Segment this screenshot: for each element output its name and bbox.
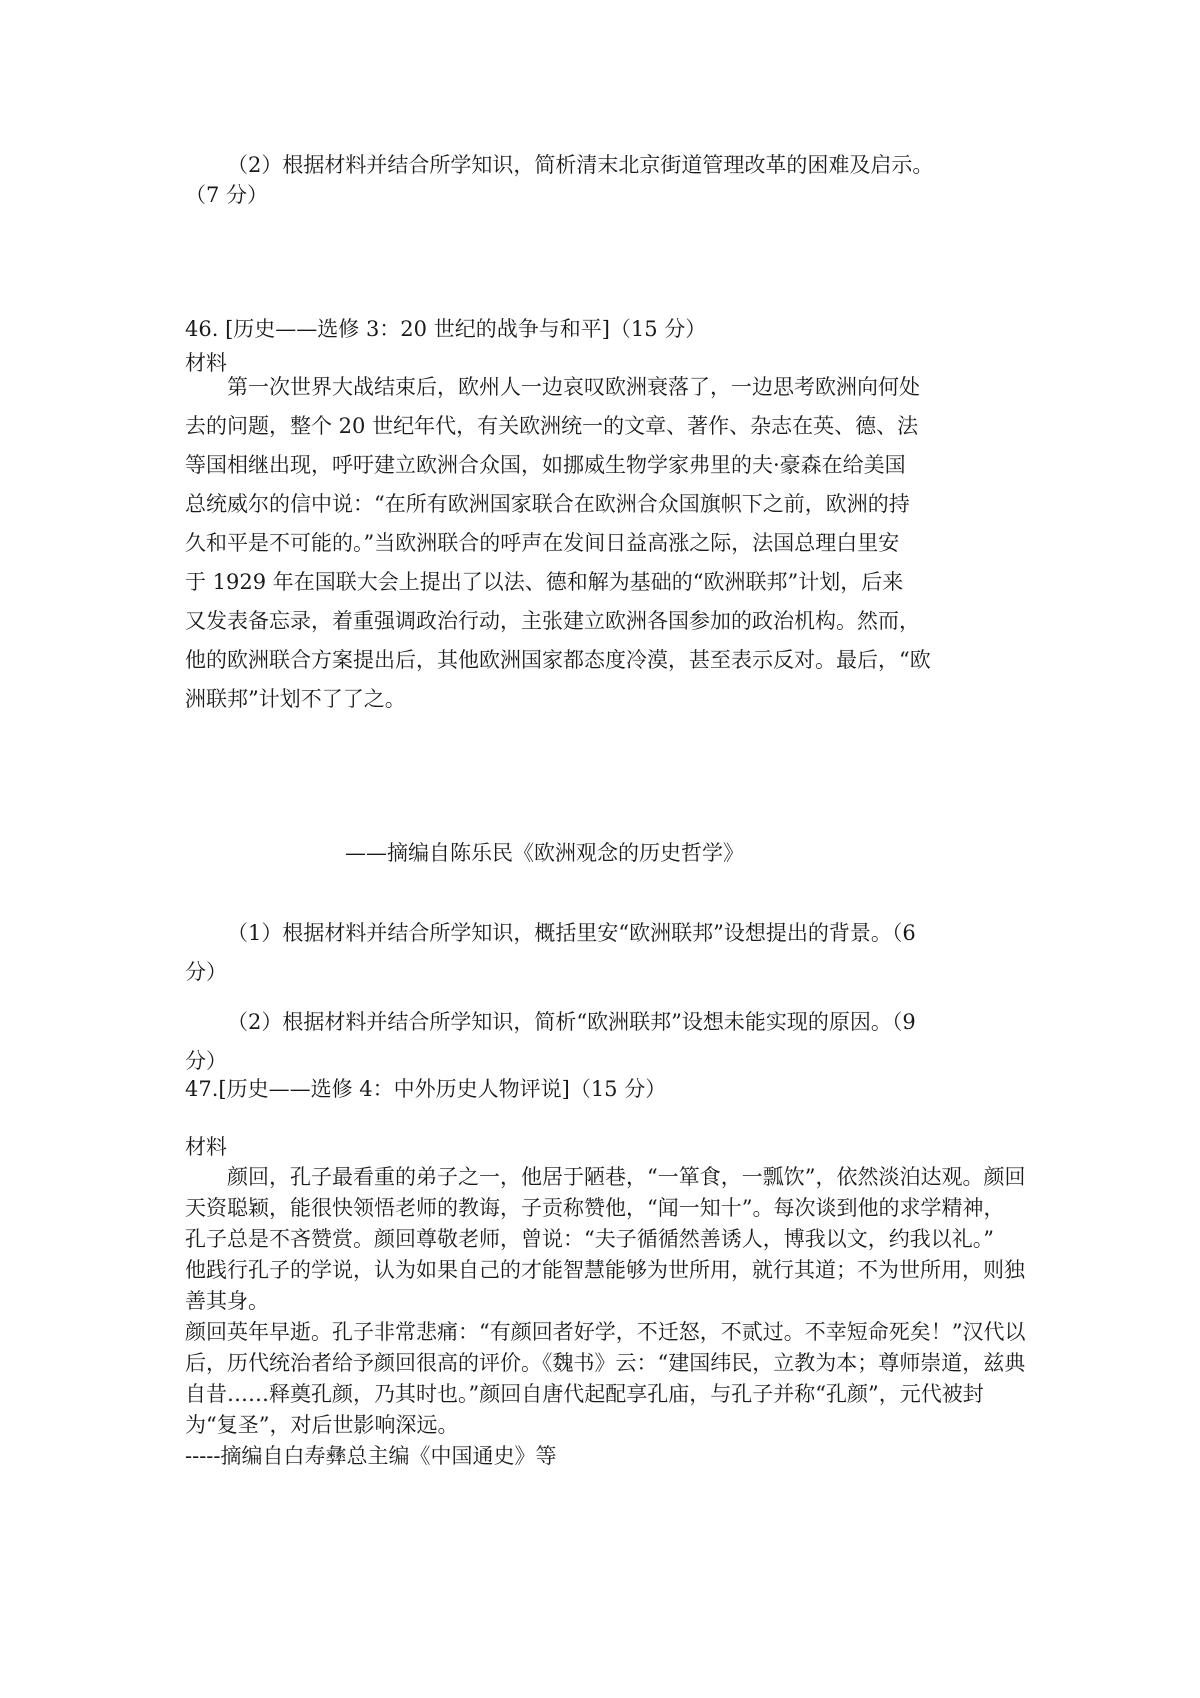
q46-passage-line: 久和平是不可能的。”当欧洲联合的呼声在发间日益高涨之际，法国总理白里安 — [185, 531, 900, 555]
q46-question1 — [185, 914, 1030, 992]
q46-passage-line: 去的问题，整个 20 世纪年代，有关欧洲统一的文章、著作、杂志在英、德、法 — [185, 414, 919, 438]
q46-question1-line2: 分） — [185, 960, 227, 984]
q47-paragraph: 孔子总是不吝赞赏。颜回尊敬老师，曾说：“夫子循循然善诱人，博我以文，约我以礼。” — [185, 1227, 994, 1251]
q46-passage-line: 等国相继出现，呼吁建立欧洲合众国，如挪威生物学家弗里的夫·豪森在给美国 — [185, 453, 906, 477]
q46-passage-line: 第一次世界大战结束后，欧州人一边哀叹欧洲衰落了，一边思考欧洲向何处 — [227, 375, 920, 399]
q45-part2-line2: （7 分） — [185, 183, 269, 207]
q47-heading-block — [185, 1074, 1030, 1104]
q46-question2-line2: 分） — [185, 1049, 227, 1073]
q46-material-label: 材料 — [185, 351, 227, 375]
q46-passage-line: 洲联邦”计划不了了之。 — [185, 687, 406, 711]
q46-passage-line: 他的欧洲联合方案提出后，其他欧洲国家都态度冷漠，甚至表示反对。最后，“欧 — [185, 648, 931, 672]
q45-part2 — [185, 150, 1030, 210]
q46-passage-line: 总统威尔的信中说：“在所有欧洲国家联合在欧洲合众国旗帜下之前，欧洲的持 — [185, 492, 910, 516]
q47-paragraph: 颜回，孔子最看重的弟子之一，他居于陋巷，“一箪食，一瓢饮”，依然淡泊达观。颜回天资聪颖，能很快领悟老师的教诲，子贡称赞他，“闻一知十”。每次谈到他的求学精神， — [185, 1165, 1026, 1220]
q47-paragraph: 颜回英年早逝。孔子非常悲痛：“有颜回者好学，不迁怒，不贰过。不幸短命死矣！”汉代以后，历代统治者给予颜回很高的评价。《魏书》云：“建国纬民，立教为本；尊师崇道，兹典自昔……释奠孔颜，乃其时也。”颜回自唐代起配享孔庙，与孔子并称“孔颜”，元代被封为“复圣”，对后世影响深远。 — [185, 1320, 1026, 1437]
q46-question1-line1: （1）根据材料并结合所学知识，概括里安“欧洲联邦”设想提出的背景。（6 — [227, 921, 916, 945]
q47-paragraph: 他践行孔子的学说，认为如果自己的才能智慧能够为世所用，就行其道；不为世所用，则独善其身。 — [185, 1258, 1025, 1313]
q46-source-block — [185, 838, 1030, 868]
q47-source: -----摘编自白寿彝总主编《中国通史》等 — [185, 1444, 557, 1468]
q46-question2-line1: （2）根据材料并结合所学知识，简析“欧洲联邦”设想未能实现的原因。（9 — [227, 1010, 916, 1034]
q46-passage-line: 又发表备忘录，着重强调政治行动，主张建立欧洲各国参加的政治机构。然而， — [185, 609, 920, 633]
q47-body — [185, 1132, 1030, 1472]
q46-passage — [185, 368, 1030, 719]
q47-heading: 47.[历史——选修 4：中外历史人物评说]（15 分） — [185, 1077, 667, 1101]
q47-material-label: 材料 — [185, 1135, 227, 1159]
q46-question2 — [185, 1003, 1030, 1081]
q46-source: ——摘编自陈乐民《欧洲观念的历史哲学》 — [345, 841, 744, 865]
q46-passage-line: 于 1929 年在国联大会上提出了以法、德和解为基础的“欧洲联邦”计划，后来 — [185, 570, 904, 594]
q46-heading: 46. [历史——选修 3：20 世纪的战争与和平]（15 分） — [185, 317, 707, 341]
q45-part2-line1: （2）根据材料并结合所学知识，简析清末北京街道管理改革的困难及启示。 — [227, 153, 934, 177]
